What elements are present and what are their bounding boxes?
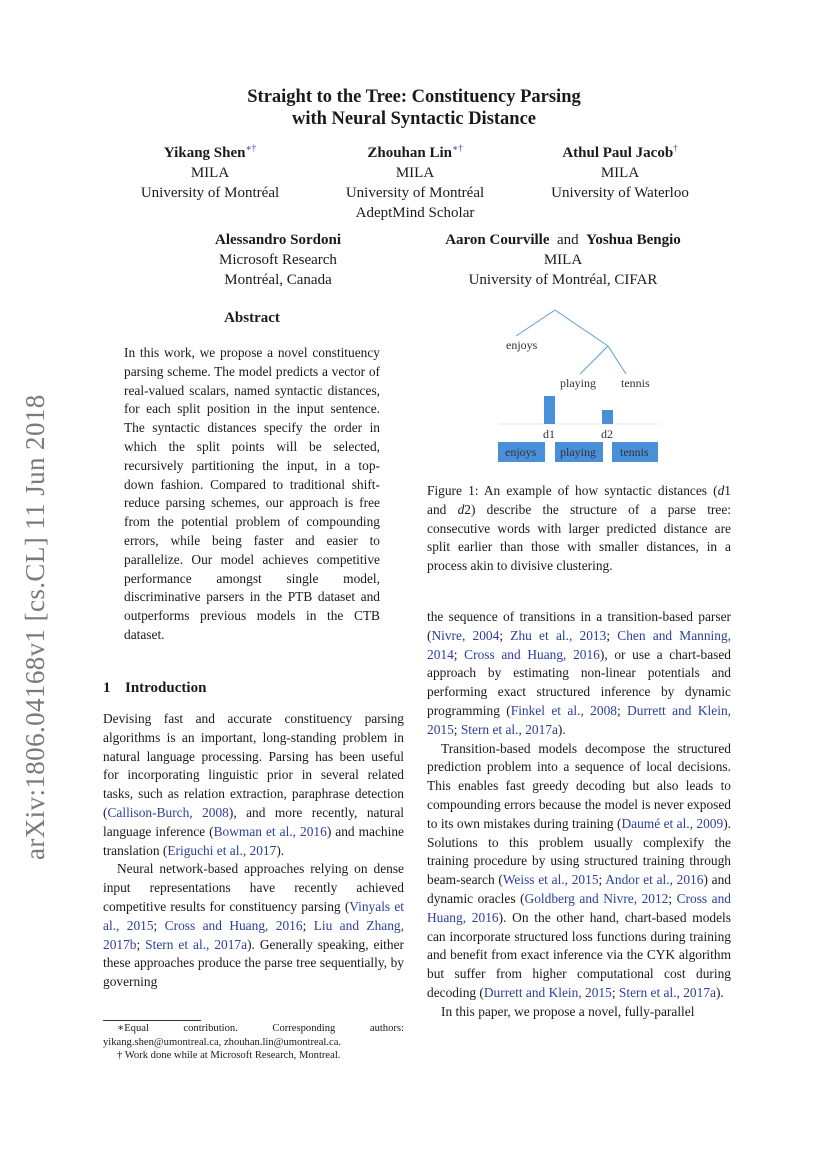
distance-label-d2: d2: [601, 427, 613, 441]
token-label: enjoys: [505, 445, 537, 459]
author-name: Yoshua Bengio: [586, 232, 681, 248]
tree-edge: [555, 310, 608, 346]
affiliation: MILA: [543, 252, 583, 268]
affiliation: University of Waterloo: [551, 185, 689, 201]
author-mark: ∗†: [245, 143, 257, 153]
abstract-heading: Abstract: [224, 310, 280, 326]
citation-link[interactable]: Goldberg and Nivre, 2012: [524, 890, 669, 906]
node-label-sub1: playing: [560, 376, 596, 390]
citation-link[interactable]: Eriguchi et al., 2017: [167, 842, 277, 858]
citation-link[interactable]: Bowman et al., 2016: [213, 823, 327, 839]
text-run: ). On the other hand, chart-based models can incorporate structured loss functions during training and benefit from exact inference via the CYK algorithm but suffer from higher computational cost during decoding (: [427, 909, 731, 1000]
author-block-lin: [325, 138, 505, 223]
affiliation: MILA: [395, 165, 435, 181]
author-name: Yikang Shen: [163, 145, 246, 161]
figure-1-caption: [427, 482, 731, 576]
intro-paragraph-2: [103, 860, 404, 992]
author-mark: ∗†: [452, 143, 463, 153]
citation-link[interactable]: Stern et al., 2017a: [618, 984, 716, 1000]
citation-link[interactable]: Zhu et al., 2013: [510, 627, 607, 643]
text-run: ;: [453, 721, 461, 737]
text-run: d: [457, 501, 465, 517]
citation-link[interactable]: Weiss et al., 2015: [502, 872, 599, 888]
citation-link[interactable]: Cross and Huang, 2016: [164, 917, 303, 933]
intro-paragraph-5: In this paper, we propose a novel, fully-parallel: [441, 1003, 695, 1019]
text-run: ). Generally speaking, either these approaches produce the parse tree sequentially, by governing: [103, 936, 404, 990]
tree-edge: [516, 310, 555, 336]
author-mark: †: [673, 143, 678, 153]
text-run: ).: [276, 842, 285, 858]
distance-bar-d1: [544, 396, 555, 424]
citation-link[interactable]: Andor et al., 2016: [605, 872, 704, 888]
node-label-sub2: tennis: [621, 376, 650, 390]
citation-link[interactable]: Stern et al., 2017a: [145, 936, 248, 952]
author-name: Zhouhan Lin: [367, 145, 452, 161]
node-label-top: enjoys: [506, 338, 538, 352]
intro-paragraph-1: [103, 710, 404, 860]
intro-paragraph-3: [427, 608, 731, 740]
affiliation: University of Montréal, CIFAR: [468, 272, 658, 288]
affiliation: Montréal, Canada: [224, 272, 332, 288]
footnote-rule: [103, 1020, 201, 1021]
footnote-1: ∗Equal contribution. Corresponding authors: yikang.shen@umontreal.ca, zhouhan.lin@umontreal.ca.: [103, 1023, 404, 1048]
citation-link[interactable]: Chen and Manning, 2014: [427, 627, 732, 662]
citation-link[interactable]: Vinyals et al., 2015: [103, 898, 404, 933]
affiliation: Microsoft Research: [219, 252, 337, 268]
author-block-courville-bengio: [410, 230, 716, 290]
author-name: Alessandro Sordoni: [214, 232, 341, 248]
footnotes: [103, 1022, 404, 1063]
text-run: ) describe the structure of a parse tree: consecutive words with larger predicted distance are split earlier than those with smaller distances, in a process akin to divisive clustering.: [427, 501, 731, 574]
text-run: ).: [557, 721, 566, 737]
paper-title: [0, 86, 828, 130]
citation-link[interactable]: Liu and Zhang, 2017b: [103, 917, 404, 952]
text-run: Transition-based models decompose the structured prediction problem into a sequence of local decisions. This enables fast greedy decoding but also leads to compounding errors because the model is never exposed to its own mistakes during training (: [427, 740, 731, 831]
author-block-jacob: [530, 138, 710, 203]
arxiv-identifier: arXiv:1806.04168v1 [cs.CL] 11 Jun 2018: [20, 394, 50, 860]
citation-link[interactable]: Callison-Burch, 2008: [107, 804, 229, 820]
title-line-2: with Neural Syntactic Distance: [291, 109, 537, 129]
distance-bar-d2: [602, 410, 613, 424]
affiliation: University of Montréal: [345, 185, 485, 201]
tree-edge: [580, 346, 608, 374]
text-run: ) and dynamic oracles (: [427, 872, 731, 906]
text-run: ;: [453, 646, 465, 662]
and-word: and: [557, 232, 579, 248]
author-name: Aaron Courville: [445, 232, 550, 248]
section-title: Introduction: [125, 680, 207, 696]
figure-1-parse-tree: [498, 302, 668, 472]
abstract-body: [124, 344, 380, 645]
text-run: ;: [668, 890, 677, 906]
text-run: ), and more recently, natural language inference (: [103, 804, 404, 839]
text-run: Neural network-based approaches relying on dense input representations have recently achieved competitive results for constituency parsing (: [103, 861, 404, 914]
text-run: ;: [499, 627, 511, 643]
citation-link[interactable]: Cross and Huang, 2016: [464, 646, 600, 662]
distance-label-d1: d1: [543, 427, 555, 441]
text-run: ;: [153, 917, 165, 933]
text-run: Devising fast and accurate constituency parsing algorithms is an important, long-standing problem in natural language processing. Parsing has been useful for incorporating linguistic prior in several related tasks, such as relation extraction, paraphrase detection (: [103, 711, 404, 820]
text-run: 1: [724, 483, 731, 498]
text-run: and: [427, 501, 458, 517]
citation-link[interactable]: Finkel et al., 2008: [510, 702, 617, 718]
text-run: ).: [715, 984, 724, 1000]
citation-link[interactable]: Nivre, 2004: [431, 627, 500, 643]
title-line-1: Straight to the Tree: Constituency Parsing: [247, 87, 581, 107]
affiliation: MILA: [190, 165, 230, 181]
author-block-sordoni: [178, 230, 378, 290]
token-label: tennis: [620, 445, 649, 459]
text-run: ;: [136, 936, 146, 952]
text-run: ), or use a chart-based approach by estimating non-linear potentials and performing exact structured inference by dynamic programming (: [427, 646, 731, 718]
text-run: ;: [598, 872, 606, 888]
affiliation: MILA: [600, 165, 640, 181]
affiliation: AdeptMind Scholar: [355, 205, 475, 221]
citation-link[interactable]: Daumé et al., 2009: [621, 815, 724, 831]
abstract-text: In this work, we propose a novel constituency parsing scheme. The model predicts a vector of real-valued scalars, named syntactic distances, for each split position in the input sentence. The syntactic distances specify the order in which the split points will be selected, recursively partitioning the input, in a top-down fashion. Compared to traditional shift-reduce parsing schemes, our approach is free from the potential problem of compounding errors, while being faster and easier to parallelize. Our model achieves competitive performance amongst single model, discriminative parsers in the PTB dataset and outperforms previous models in the CTB dataset.: [124, 345, 380, 642]
footnote-2: † Work done while at Microsoft Research, Montreal.: [117, 1050, 341, 1061]
text-run: ;: [302, 917, 314, 933]
text-run: 2: [464, 501, 471, 517]
citation-link[interactable]: Durrett and Klein, 2015: [483, 984, 612, 1000]
affiliation: University of Montréal: [140, 185, 280, 201]
text-run: the sequence of transitions in a transition-based parser (: [427, 609, 731, 643]
text-run: ;: [616, 702, 628, 718]
intro-paragraph-4: [427, 740, 731, 1003]
author-name: Athul Paul Jacob: [562, 145, 674, 161]
citation-link[interactable]: Durrett and Klein, 2015: [427, 702, 731, 737]
text-run: ) and machine translation (: [103, 823, 404, 858]
section-heading-introduction: [103, 680, 206, 697]
section-number: 1: [103, 680, 111, 696]
token-label: playing: [560, 445, 596, 459]
right-column-body: [427, 608, 731, 1022]
citation-link[interactable]: Stern et al., 2017a: [460, 721, 558, 737]
author-block-shen: [120, 138, 300, 203]
text-run: ;: [611, 984, 619, 1000]
text-run: d: [717, 483, 725, 498]
caption-text: [427, 482, 731, 576]
citation-link[interactable]: Cross and Huang, 2016: [427, 890, 731, 925]
tree-edge: [608, 346, 626, 374]
left-column-body: [103, 710, 404, 992]
text-run: ;: [606, 627, 618, 643]
text-run: ). Solutions to this problem usually complexify the training procedure by using structured training through beam-search (: [427, 815, 731, 888]
text-run: Figure 1: An example of how syntactic distances (: [427, 483, 718, 498]
